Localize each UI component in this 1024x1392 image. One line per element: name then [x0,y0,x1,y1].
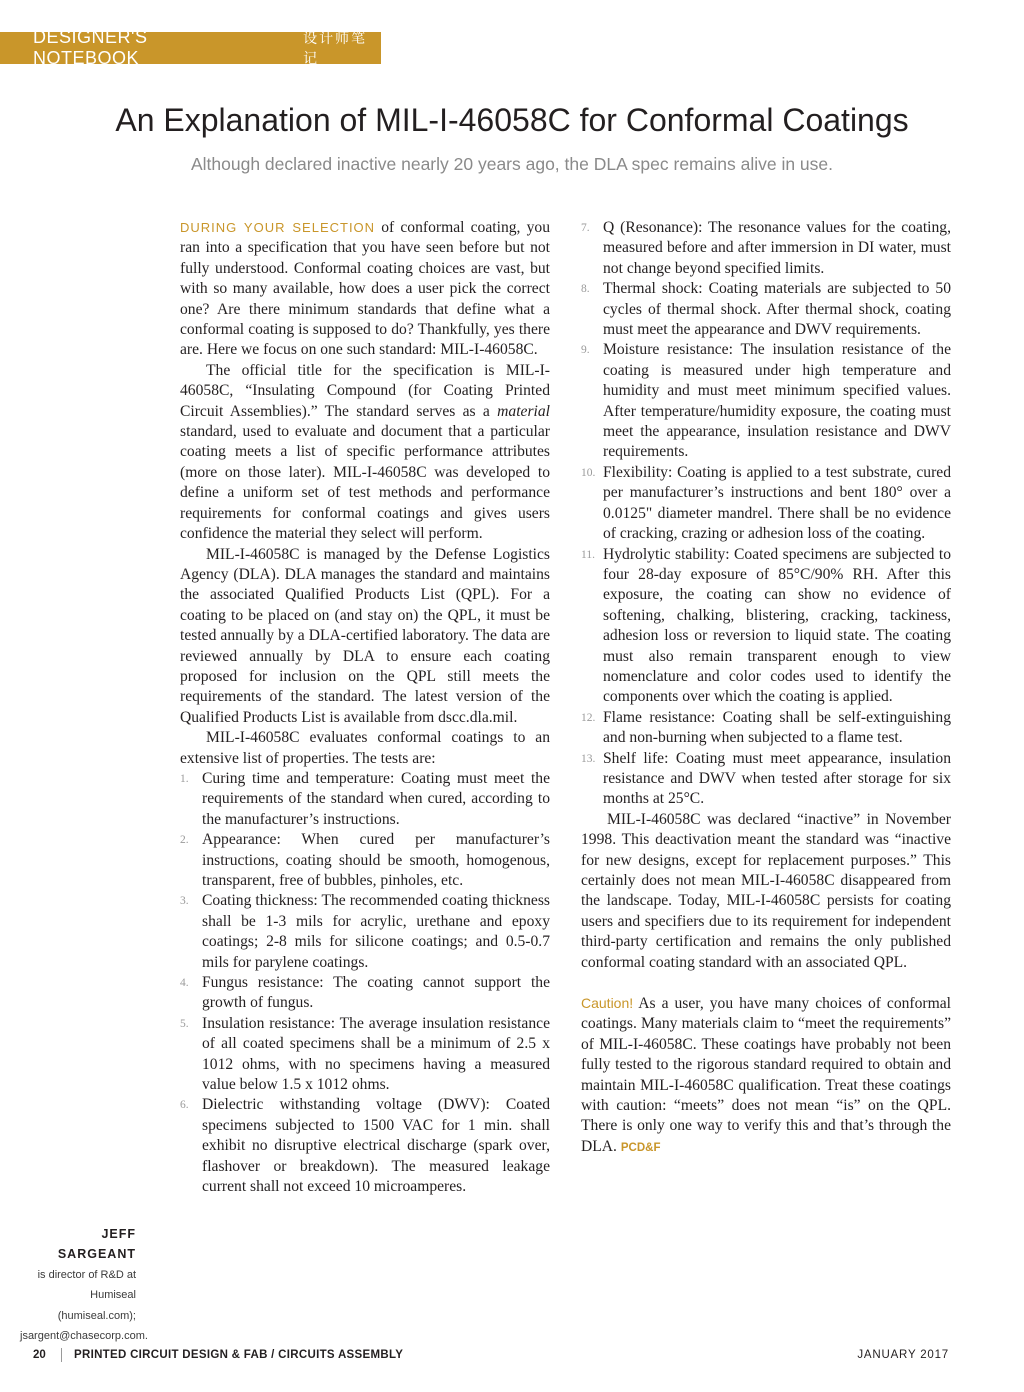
list-item: 4. Fungus resistance: The coating cannot support the growth of fungus. [180,974,550,1012]
paragraph-inactive: MIL-I-46058C was declared “inactive” in November 1998. This deactivation meant the standard was “inactive for new designs, except for replacement purposes.” This certainly does not mean MIL-I-46058C disappeared from the landscape. Today, MIL-I-46058C persists for coating users and specifiers due to its requirement for independent third-party certification and remains the only published conformal coating standard with an associated QPL. [581,810,951,971]
paragraph-caution: Caution! As a user, you have many choices of conformal coatings. Many materials claim to “meet the requirements” of MIL-I-46058C. These coatings have probably not been fully tested to the rigorous standard required to obtain and maintain MIL-I-46058C qualification. Treat these coatings with caution: “meets” does not mean “is” on the QPL. There is only one way to verify this and that’s through the DLA. PCD&F [581,995,951,1155]
tests-list-part-1 [180,769,550,1198]
list-item: 6. Dielectric withstanding voltage (DWV): Coated specimens subjected to 1500 VAC for 1 min. shall exhibit no disruptive electrical discharge (spark over, flashover or breakdown). The measured leakage current shall not exceed 10 microamperes. [180,1096,550,1196]
emphasis-material: material [497,402,550,420]
list-item: 2. Appearance: When cured per manufacturer’s instructions, coating should be smooth, homogenous, transparent, free of bubbles, pinholes, etc. [180,831,550,889]
list-number: 11. [581,548,595,561]
list-number: 3. [180,895,189,908]
list-item: 8. Thermal shock: Coating materials are subjected to 50 cycles of thermal shock. After thermal shock, coating must meet the appearance and DWV requirements. [581,280,951,339]
list-number: 13. [581,752,596,765]
list-number: 10. [581,466,596,479]
list-item: 10. Flexibility: Coating is applied to a test substrate, cured per manufacturer’s instructions and bent 180° over a 0.0125" diameter mandrel. There shall be no evidence of cracking, crazing or adhesion loss of the coating. [581,463,951,543]
article-deck: Although declared inactive nearly 20 years ago, the DLA spec remains alive in use. [190,154,834,174]
list-item: 7. Q (Resonance): The resonance values for the coating, measured before and after immersion in DI water, must not change beyond specified limits. [581,219,951,277]
paragraph-intro [180,218,550,361]
paragraph-dla: MIL-I-46058C is managed by the Defense Logistics Agency (DLA). DLA manages the standard and maintains the associated Qualified Products List (QPL). For a coating to be placed on (and stay on) the QPL, it must be tested annually by a DLA-certified laboratory. The data are reviewed annually by DLA to ensure each coating proposed for inclusion on the QPL still meets the requirements of the standard. The latest version of the Qualified Products List is available from dscc.dla.mil. [180,545,550,726]
list-item: 9. Moisture resistance: The insulation resistance of the coating is measured under high temperature and humidity and must meet minimum specified values. After temperature/humidity exposure, the coating must meet the appearance, insulation resistance and DWV requirements. [581,341,951,461]
paragraph-title: The official title for the specification is MIL-I-46058C, “Insulating Compound (for Coating Printed Circuit Assemblies).” The standard serves as a material standard, used to evaluate and document that a particular coating meets a list of specific performance attributes (more on those later). MIL-I-46058C was developed to define a uniform set of test methods and performance requirements for conformal coatings and gives users confidence the material they select will perform. [180,361,550,543]
intro-text: of conformal coating, you ran into a specification that you have seen before but not fully understood. Conformal coating choices are vast, but with so many available, how does a user pick the correct one? Are there minimum standards that define what a conformal coating is supposed to do? Thankfully, yes there are. Here we focus on one such standard: MIL-I-46058C. [180,219,550,359]
list-number: 9. [581,344,590,357]
list-number: 4. [180,977,189,990]
article-column-right [581,218,951,1158]
list-item: 11. Hydrolytic stability: Coated specimens are subjected to four 28-day exposure of 85°C/90% RH. After this exposure, the coating can show no evidence of softening, chalking, blistering, cracking, tackiness, adhesion loss or reversion to liquid state. The coating must also remain transparent enough to view nomenclature and color codes used to identify the components over which the coating is applied. [581,545,951,706]
publication-name: PRINTED CIRCUIT DESIGN & FAB / CIRCUITS ASSEMBLY [74,1349,404,1361]
list-item: 3. Coating thickness: The recommended coating thickness shall be 1-3 mils for acrylic, urethane and epoxy coatings; 2-8 mils for silicone coatings; and 0.5-0.7 mils for parylene coatings. [180,892,550,971]
page-number: 20 [33,1349,46,1361]
article-title: An Explanation of MIL-I-46058C for Conformal Coatings [115,102,909,138]
section-label-chinese: 设计师笔记 [303,31,368,67]
list-number: 8. [581,283,590,296]
list-number: 12. [581,711,596,724]
author-bio [20,1224,148,1346]
tests-list-part-2 [581,218,951,810]
article-column-left [180,218,550,1198]
caution-label: Caution! [581,995,634,1012]
page-footer [33,1347,949,1365]
footer-divider [61,1348,62,1362]
list-item: 1. Curing time and temperature: Coating must meet the requirements of the standard when cured, according to the manufacturer’s instructions. [180,769,550,828]
section-label: DESIGNER'S NOTEBOOK [33,27,148,68]
paragraph-tests-intro: MIL-I-46058C evaluates conformal coatings to an extensive list of properties. The tests are: [180,729,550,767]
end-mark: PCD&F [620,1141,661,1154]
list-item: 12. Flame resistance: Coating shall be self-extinguishing and non-burning when subjected to a flame test. [581,708,951,747]
author-description: is director of R&D at Humiseal (humiseal.com); jsargent@chasecorp.com. [20,1268,148,1343]
list-number: 5. [180,1017,189,1030]
issue-date: JANUARY 2017 [857,1349,949,1361]
list-number: 7. [581,222,590,234]
author-name: JEFF SARGEANT [57,1227,136,1262]
section-banner [0,27,381,68]
paragraph-spacer [581,973,951,993]
list-number: 6. [180,1099,189,1112]
list-item: 13. Shelf life: Coating must meet appearance, insulation resistance and DWV when tested after storage for six months at 25°C. [581,749,951,808]
list-number: 1. [180,772,189,785]
lead-in: DURING YOUR SELECTION [180,220,376,235]
list-item: 5. Insulation resistance: The average insulation resistance of all coated specimens shall be a minimum of 2.5 x 1012 ohms, with no specimens having a measured value below 1.5 x 1012 ohms. [180,1014,550,1094]
list-number: 2. [180,834,189,847]
